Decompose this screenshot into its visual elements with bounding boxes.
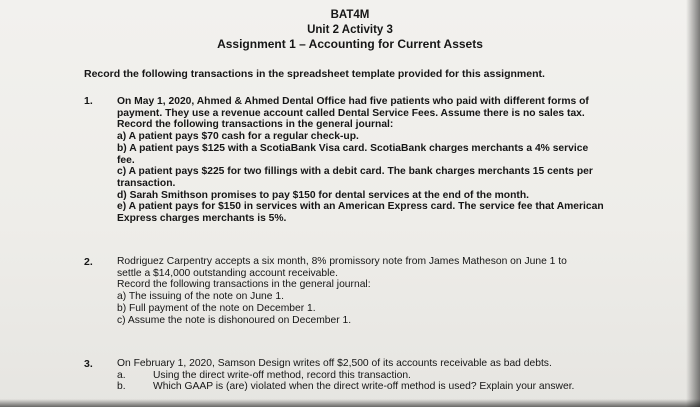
question-line: c) Assume the note is dishonoured on December 1.	[117, 314, 352, 326]
question-line: payment. They use a revenue account called Dental Service Fees. Assume there is no sales tax.	[117, 107, 585, 119]
question-line: a) A patient pays $70 cash for a regular check-up.	[117, 131, 359, 143]
question-3-body	[117, 358, 575, 393]
unit-title: Unit 2 Activity 3	[307, 23, 393, 36]
course-code: BAT4M	[330, 9, 370, 21]
document-header	[0, 8, 700, 52]
sub-item-letter: b.	[117, 381, 126, 393]
question-line: a) The issuing of the note on June 1.	[117, 291, 284, 303]
question-line: settle a $14,000 outstanding account receivable.	[117, 267, 338, 279]
instructions: Record the following transactions in the spreadsheet template provided for this assignment.	[84, 68, 545, 80]
question-line: Record the following transactions in the general journal:	[117, 119, 394, 131]
question-number: 2.	[84, 256, 93, 268]
question-number: 3.	[84, 358, 93, 370]
sub-item-letter: a.	[117, 369, 126, 381]
sub-item	[117, 370, 552, 382]
question-number: 1.	[84, 95, 93, 107]
question-line: On May 1, 2020, Ahmed & Ahmed Dental Office had five patients who paid with different forms of	[117, 96, 589, 107]
sub-item	[117, 381, 575, 393]
question-line: fee.	[117, 154, 135, 166]
question-line: b) A patient pays $125 with a ScotiaBank Visa card. ScotiaBank charges merchants a 4% service	[117, 142, 589, 154]
question-line: e) A patient pays for $150 in services with an American Express card. The service fee that American	[117, 201, 604, 213]
page-shadow-right	[686, 0, 700, 407]
question-line: transaction.	[117, 177, 176, 189]
question-1-body	[117, 96, 604, 225]
page-shadow-bottom	[0, 399, 700, 407]
question-line: d) Sarah Smithson promises to pay $150 for dental services at the end of the month.	[117, 189, 529, 201]
question-line: Record the following transactions in the general journal:	[117, 279, 371, 291]
question-2-body	[117, 256, 567, 326]
question-line: b) Full payment of the note on December 1.	[117, 302, 316, 314]
sub-item-text: Which GAAP is (are) violated when the direct write-off method is used? Explain your answer.	[153, 381, 575, 393]
assignment-title: Assignment 1 – Accounting for Current Assets	[217, 37, 483, 51]
question-line: Rodriguez Carpentry accepts a six month, 8% promissory note from James Matheson on June 1 to	[117, 256, 567, 267]
question-line: c) A patient pays $225 for two fillings with a debit card. The bank charges merchants 15 cents per	[117, 166, 593, 178]
question-line: On February 1, 2020, Samson Design writes off $2,500 of its accounts receivable as bad debts.	[117, 358, 552, 369]
sub-item-text: Using the direct write-off method, record this transaction.	[153, 369, 411, 381]
question-line: Express charges merchants is 5%.	[117, 213, 287, 225]
